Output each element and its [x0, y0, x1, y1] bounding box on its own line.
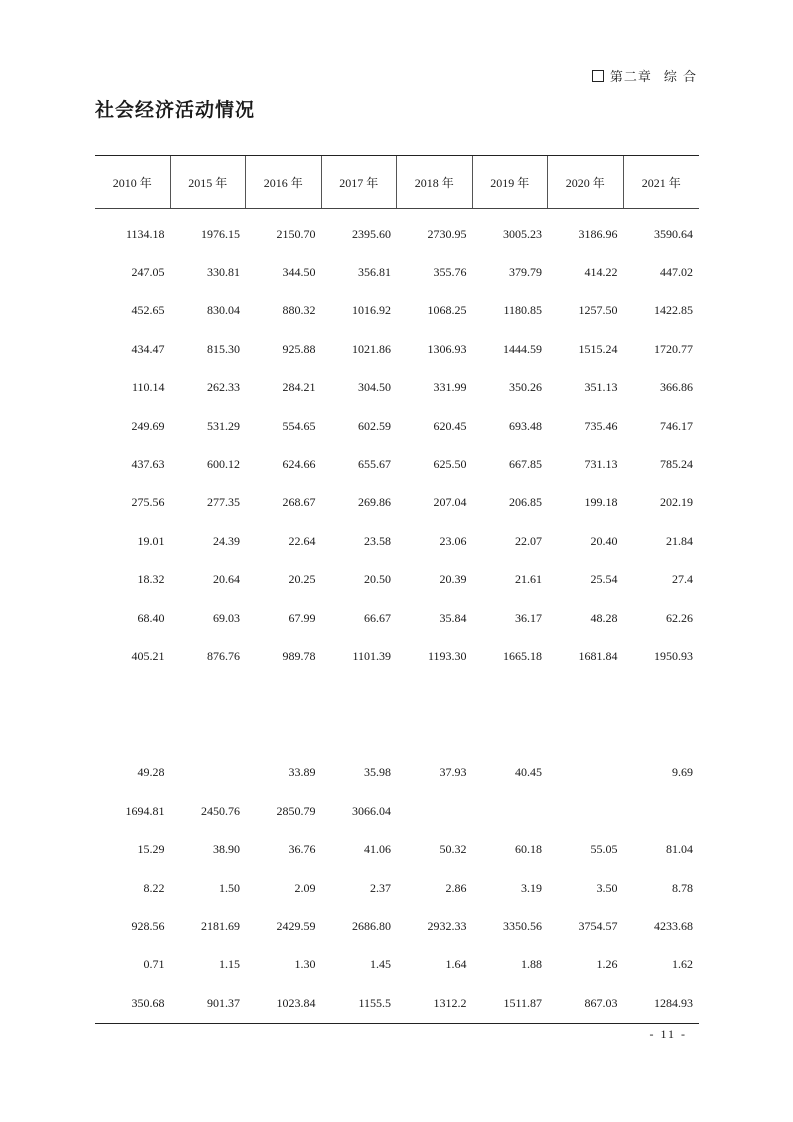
table-cell: 23.06: [439, 533, 467, 548]
table-cell: 4233.68: [654, 918, 693, 933]
table-cell: 275.56: [131, 495, 165, 510]
table-cell: 1193.30: [427, 648, 467, 663]
table-cell: 3066.04: [352, 803, 391, 818]
table-cell: 36.76: [288, 842, 316, 857]
table-cell: 3186.96: [578, 226, 618, 241]
table-row: [95, 369, 699, 407]
table-cell: 989.78: [282, 648, 316, 663]
table-cell: 284.21: [282, 380, 316, 395]
column-header: 2017 年: [322, 156, 398, 208]
table-cell: 3.19: [521, 880, 542, 895]
table-cell: 2.37: [370, 880, 391, 895]
table-cell: 1.15: [219, 957, 240, 972]
table-cell: 1.50: [219, 880, 240, 895]
table-cell: 9.69: [672, 765, 693, 780]
table-cell: 15.29: [137, 842, 165, 857]
table-cell: 434.47: [131, 341, 165, 356]
table-cell: 277.35: [207, 495, 240, 510]
table-cell: 2181.69: [201, 918, 240, 933]
table-cell: 1101.39: [352, 648, 391, 663]
column-header: 2018 年: [397, 156, 473, 208]
table-cell: 22.64: [288, 533, 316, 548]
table-row: [95, 292, 699, 330]
table-cell: 2.09: [294, 880, 316, 895]
table-cell: 1694.81: [125, 803, 165, 818]
table-cell: 68.40: [137, 610, 165, 625]
table-cell: 247.05: [131, 265, 165, 280]
table-cell: 437.63: [131, 457, 165, 472]
table-cell: 20.25: [288, 572, 316, 587]
chapter-header: [592, 66, 697, 85]
table-cell: 1.30: [294, 957, 316, 972]
table-cell: 2850.79: [276, 803, 316, 818]
table-cell: 81.04: [666, 842, 693, 857]
table-cell: 1.26: [596, 957, 618, 972]
table-row: [95, 599, 699, 637]
table-cell: 735.46: [584, 418, 618, 433]
table-cell: 50.32: [439, 842, 467, 857]
table-cell: 655.67: [358, 457, 391, 472]
table-row: [95, 792, 699, 830]
table-cell: 1.62: [672, 957, 693, 972]
table-cell: 20.40: [590, 533, 618, 548]
table-cell: 202.19: [660, 495, 693, 510]
table-cell: 3005.23: [503, 226, 542, 241]
table-cell: 2150.70: [276, 226, 316, 241]
table-cell: 1665.18: [503, 648, 542, 663]
table-cell: 304.50: [358, 380, 391, 395]
table-row: [95, 253, 699, 291]
table-cell: 414.22: [584, 265, 618, 280]
table-cell: 262.33: [207, 380, 240, 395]
table-cell: 1023.84: [276, 995, 316, 1010]
table-cell: 925.88: [282, 341, 316, 356]
table-cell: 37.93: [439, 765, 467, 780]
table-cell: 35.84: [439, 610, 467, 625]
table-cell: 1515.24: [578, 341, 618, 356]
table-cell: 1511.87: [503, 995, 542, 1010]
table-cell: 22.07: [515, 533, 542, 548]
table-cell: 199.18: [584, 495, 618, 510]
table-row: [95, 445, 699, 483]
table-cell: 41.06: [364, 842, 391, 857]
table-cell: 1444.59: [503, 341, 542, 356]
table-cell: 1016.92: [352, 303, 391, 318]
table-cell: 1312.2: [433, 995, 467, 1010]
table-cell: 355.76: [433, 265, 467, 280]
table-cell: 38.90: [213, 842, 240, 857]
column-header: 2020 年: [548, 156, 624, 208]
table-cell: 206.85: [509, 495, 542, 510]
table-cell: 356.81: [358, 265, 391, 280]
table-cell: 2429.59: [276, 918, 316, 933]
table-cell: 60.18: [515, 842, 542, 857]
table-cell: 344.50: [282, 265, 316, 280]
table-cell: 880.32: [282, 303, 316, 318]
table-cell: 20.50: [364, 572, 391, 587]
table-cell: 21.61: [515, 572, 542, 587]
table-cell: 1720.77: [654, 341, 693, 356]
table-cell: 8.78: [672, 880, 693, 895]
data-table: [95, 155, 699, 1022]
table-cell: 49.28: [137, 765, 165, 780]
table-cell: 62.26: [666, 610, 693, 625]
table-cell: 667.85: [509, 457, 542, 472]
column-header: 2015 年: [171, 156, 247, 208]
table-cell: 625.50: [433, 457, 467, 472]
column-header: 2010 年: [95, 156, 171, 208]
table-cell: 1681.84: [578, 648, 618, 663]
table-cell: 21.84: [666, 533, 693, 548]
table-cell: 1068.25: [427, 303, 467, 318]
table-row: [95, 637, 699, 675]
square-icon: [592, 70, 604, 82]
table-row: [95, 522, 699, 560]
table-cell: 901.37: [207, 995, 240, 1010]
table-cell: 830.04: [207, 303, 240, 318]
table-row: [95, 907, 699, 945]
table-cell: 66.67: [364, 610, 391, 625]
table-cell: 1134.18: [125, 226, 165, 241]
table-cell: 3.50: [596, 880, 618, 895]
table-bottom-rule: [95, 1023, 699, 1024]
table-cell: 1155.5: [358, 995, 391, 1010]
table-cell: 350.68: [131, 995, 165, 1010]
table-cell: 731.13: [584, 457, 618, 472]
table-cell: 268.67: [282, 495, 316, 510]
table-cell: 1306.93: [427, 341, 467, 356]
table-cell: 1950.93: [654, 648, 693, 663]
table-row: [95, 754, 699, 792]
table-cell: 23.58: [364, 533, 391, 548]
table-cell: 20.39: [439, 572, 467, 587]
page-title: 社会经济活动情况: [95, 99, 256, 121]
table-cell: 746.17: [660, 418, 693, 433]
table-body: [95, 209, 699, 1022]
table-cell: 452.65: [131, 303, 165, 318]
table-cell: 20.64: [213, 572, 240, 587]
table-cell: 366.86: [660, 380, 693, 395]
table-cell: 815.30: [207, 341, 240, 356]
table-cell: 928.56: [131, 918, 165, 933]
table-cell: 2.86: [445, 880, 467, 895]
page-number: - 11 -: [649, 1027, 687, 1041]
table-row: [95, 869, 699, 907]
chapter-title: 综 合: [663, 70, 697, 85]
table-cell: 207.04: [433, 495, 467, 510]
table-cell: 2395.60: [352, 226, 391, 241]
table-cell: 67.99: [288, 610, 316, 625]
table-cell: 3754.57: [578, 918, 618, 933]
table-cell: 2686.80: [352, 918, 391, 933]
table-cell: 36.17: [515, 610, 542, 625]
table-cell: 8.22: [143, 880, 165, 895]
table-cell: 331.99: [433, 380, 467, 395]
table-row: [95, 830, 699, 868]
table-cell: 2932.33: [427, 918, 467, 933]
table-cell: 3350.56: [503, 918, 542, 933]
table-cell: 620.45: [433, 418, 467, 433]
table-row: [95, 561, 699, 599]
table-cell: 351.13: [584, 380, 618, 395]
table-row: [95, 407, 699, 445]
table-cell: 35.98: [364, 765, 391, 780]
table-row: [95, 484, 699, 522]
table-cell: 269.86: [358, 495, 391, 510]
column-header: 2021 年: [641, 175, 681, 190]
table-cell: 40.45: [515, 765, 542, 780]
table-cell: 249.69: [131, 418, 165, 433]
table-cell: 19.01: [137, 533, 165, 548]
table-row: [95, 215, 699, 253]
table-cell: 1422.85: [654, 303, 693, 318]
chapter-label: 第二章: [609, 70, 652, 85]
table-cell: 531.29: [207, 418, 240, 433]
table-cell: 1.45: [370, 957, 391, 972]
table-cell: 350.26: [509, 380, 542, 395]
table-cell: 1180.85: [503, 303, 542, 318]
table-cell: 1976.15: [201, 226, 240, 241]
column-header: 2019 年: [473, 156, 549, 208]
table-cell: 2730.95: [427, 226, 467, 241]
table-cell: 3590.64: [654, 226, 693, 241]
table-cell: 602.59: [358, 418, 391, 433]
table-cell: 27.4: [672, 572, 693, 587]
table-cell: 24.39: [213, 533, 240, 548]
table-cell: 447.02: [660, 265, 693, 280]
table-cell: 110.14: [131, 380, 165, 395]
table-cell: 33.89: [288, 765, 316, 780]
table-cell: 48.28: [590, 610, 618, 625]
table-cell: 0.71: [143, 957, 165, 972]
table-cell: 18.32: [137, 572, 165, 587]
table-header-row: [95, 156, 699, 209]
table-cell: 1257.50: [578, 303, 618, 318]
table-cell: 25.54: [590, 572, 618, 587]
table-cell: 693.48: [509, 418, 542, 433]
table-cell: 867.03: [584, 995, 618, 1010]
table-cell: 330.81: [207, 265, 240, 280]
table-cell: 1021.86: [352, 341, 391, 356]
table-cell: 554.65: [282, 418, 316, 433]
table-cell: 624.66: [282, 457, 316, 472]
table-gap: [95, 676, 699, 754]
table-row: [95, 330, 699, 368]
table-cell: 1.64: [445, 957, 467, 972]
table-row: [95, 946, 699, 984]
table-cell: 379.79: [509, 265, 542, 280]
table-cell: 785.24: [660, 457, 693, 472]
table-cell: 405.21: [131, 648, 165, 663]
column-header: 2016 年: [246, 156, 322, 208]
table-cell: 1284.93: [654, 995, 693, 1010]
table-row: [95, 984, 699, 1022]
table-cell: 55.05: [590, 842, 618, 857]
table-cell: 2450.76: [201, 803, 240, 818]
table-cell: 600.12: [207, 457, 240, 472]
table-cell: 1.88: [521, 957, 542, 972]
table-cell: 876.76: [207, 648, 240, 663]
table-cell: 69.03: [213, 610, 240, 625]
